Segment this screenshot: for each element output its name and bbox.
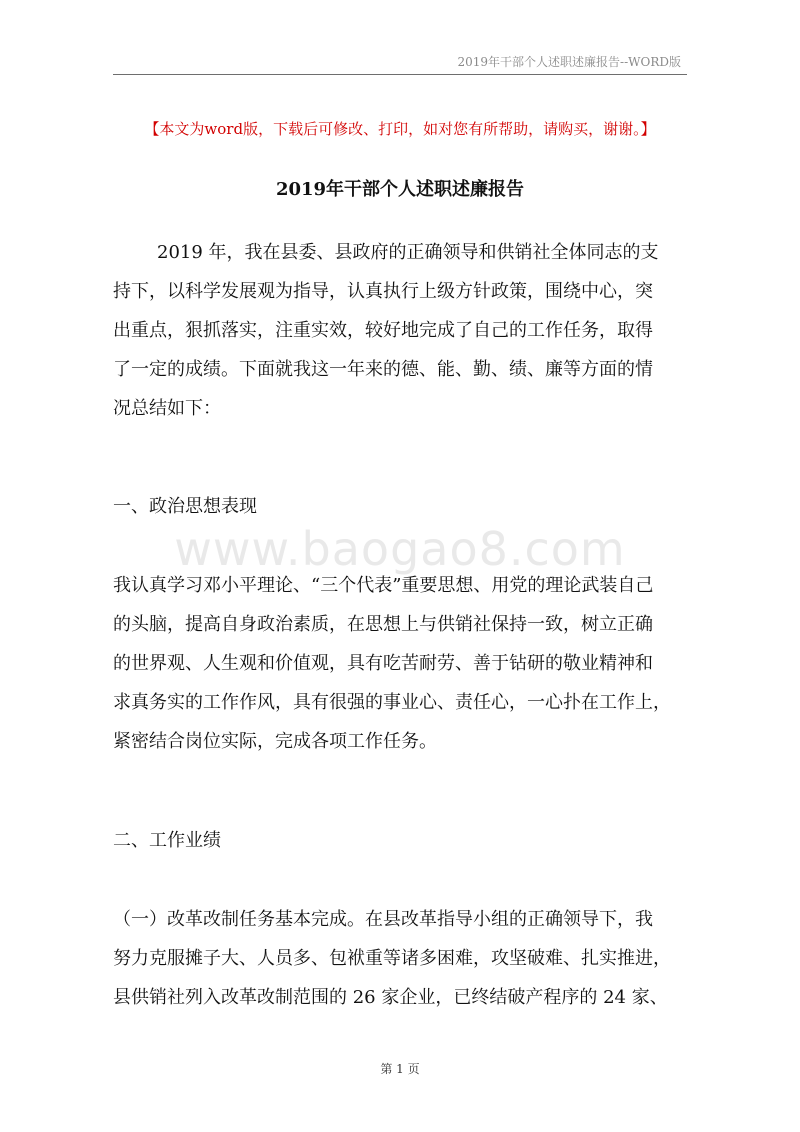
- political-paragraph: [113, 566, 688, 761]
- page-number: 第 1 页: [380, 1062, 420, 1076]
- purchase-notice: 【本文为word版，下载后可修改、打印，如对您有所帮助，请购买，谢谢。】: [144, 120, 656, 138]
- performance-line: （一）改革改制任务基本完成。在县改革指导小组的正确领导下，我: [113, 909, 653, 930]
- intro-line: 持下，以科学发展观为指导，认真执行上级方针政策，围绕中心，突: [113, 281, 653, 302]
- watermark: www.baogao8.com: [174, 522, 626, 576]
- political-line: 求真务实的工作作风，具有很强的事业心、责任心，一心扑在工作上，: [113, 692, 671, 713]
- section-heading-performance: 二、工作业绩: [113, 830, 221, 851]
- political-line: 我认真学习邓小平理论、“三个代表”重要思想、用党的理论武装自己: [113, 575, 654, 596]
- political-line: 紧密结合岗位实际，完成各项工作任务。: [113, 731, 437, 752]
- performance-paragraph: [113, 900, 688, 1017]
- performance-line: 努力克服摊子大、人员多、包袱重等诸多困难，攻坚破难、扎实推进，: [113, 948, 671, 969]
- intro-line: 了一定的成绩。下面就我这一年来的德、能、勤、绩、廉等方面的情: [113, 359, 653, 380]
- intro-line: 2019 年，我在县委、县政府的正确领导和供销社全体同志的支: [157, 242, 659, 263]
- intro-paragraph: [113, 233, 688, 428]
- political-line: 的世界观、人生观和价值观，具有吃苦耐劳、善于钻研的敬业精神和: [113, 653, 653, 674]
- header-divider: [113, 74, 687, 75]
- running-header: 2019年干部个人述职述廉报告--WORD版: [457, 55, 681, 69]
- section-heading-political: 一、政治思想表现: [113, 496, 257, 517]
- intro-line: 出重点，狠抓落实，注重实效，较好地完成了自己的工作任务，取得: [113, 320, 653, 341]
- document-title: 2019年干部个人述职述廉报告: [275, 179, 525, 200]
- performance-line: 县供销社列入改革改制范围的 26 家企业，已终结破产程序的 24 家、: [113, 987, 668, 1008]
- political-line: 的头脑，提高自身政治素质，在思想上与供销社保持一致，树立正确: [113, 614, 653, 635]
- intro-line: 况总结如下：: [113, 398, 221, 419]
